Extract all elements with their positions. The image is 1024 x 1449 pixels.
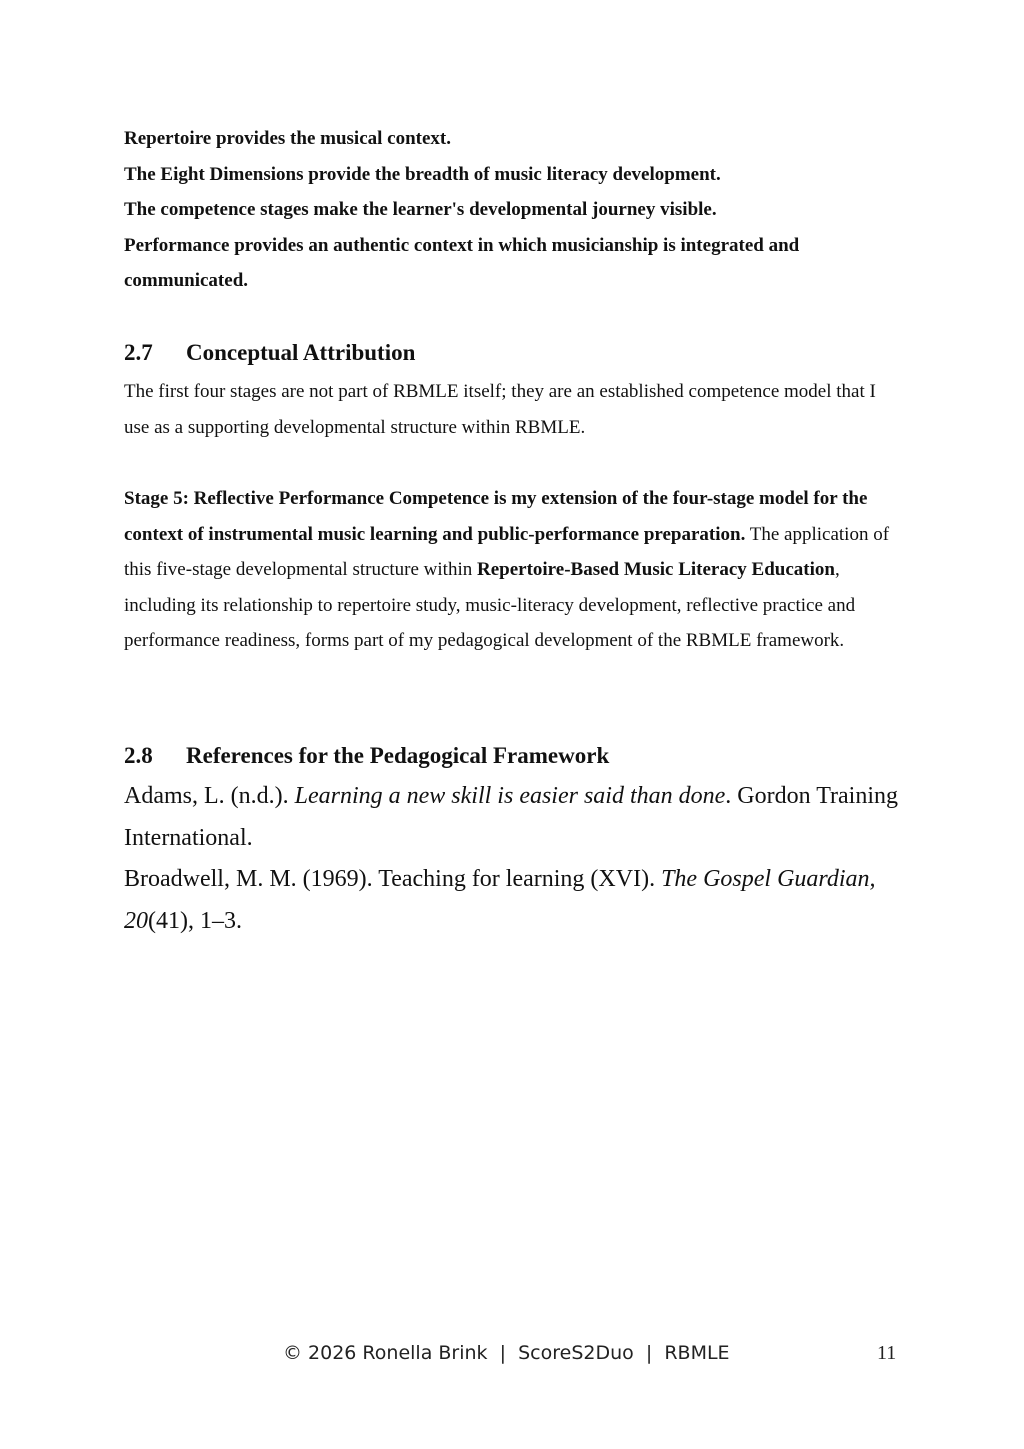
summary-line-dimensions: The Eight Dimensions provide the breadth of music literacy development. — [124, 163, 721, 185]
reference-journal: The Gospel Guardian, 20 — [124, 866, 876, 934]
reference-title: Learning a new skill is easier said than done — [294, 783, 726, 809]
summary-line-competence: The competence stages make the learner's developmental journey visible. — [124, 199, 717, 221]
attribution-paragraph-2 — [124, 481, 900, 659]
section-title: References for the Pedagogical Framework — [186, 743, 610, 768]
section-number: 2.8 — [124, 743, 153, 768]
paragraph-text: The application of this five-stage developmental structure within — [124, 523, 890, 581]
paragraph-text: , including its relationship to repertoire study, music-literacy development, reflective practice and performance readiness, forms part of my pedagogical development of the RBMLE framework. — [124, 559, 856, 652]
section-title: Conceptual Attribution — [186, 340, 416, 365]
section-2-8-heading — [124, 741, 900, 771]
attribution-paragraph-1: The first four stages are not part of RBMLE itself; they are an established competence model that I use as a supporting developmental structure within RBMLE. — [124, 381, 876, 438]
reference-text: Adams, L. (n.d.). — [124, 783, 295, 809]
reference-text: Broadwell, M. M. (1969). Teaching for learning (XVI). — [124, 866, 662, 892]
stage-5-statement: Stage 5: Reflective Performance Competence is my extension of the four-stage model for the context of instrumental music learning and public-performance preparation. — [124, 488, 868, 545]
reference-text: . Gordon Training International. — [124, 783, 898, 851]
section-number: 2.7 — [124, 340, 153, 365]
page-number: 11 — [877, 1342, 897, 1364]
summary-line-performance: Performance provides an authentic context in which musicianship is integrated and communicated. — [124, 234, 800, 292]
framework-summary — [124, 121, 900, 299]
rbmle-full-name: Repertoire-Based Music Literacy Education — [476, 559, 835, 581]
page-footer — [0, 1338, 1024, 1368]
summary-line-repertoire: Repertoire provides the musical context. — [124, 128, 451, 149]
footer-copyright: © 2026 Ronella Brink | ScoreS2Duo | RBMLE — [283, 1342, 730, 1364]
reference-entry — [124, 859, 900, 942]
reference-text: (41), 1–3. — [148, 907, 242, 934]
reference-list — [124, 776, 900, 942]
reference-entry — [124, 776, 900, 859]
section-2-7-heading — [124, 338, 900, 368]
